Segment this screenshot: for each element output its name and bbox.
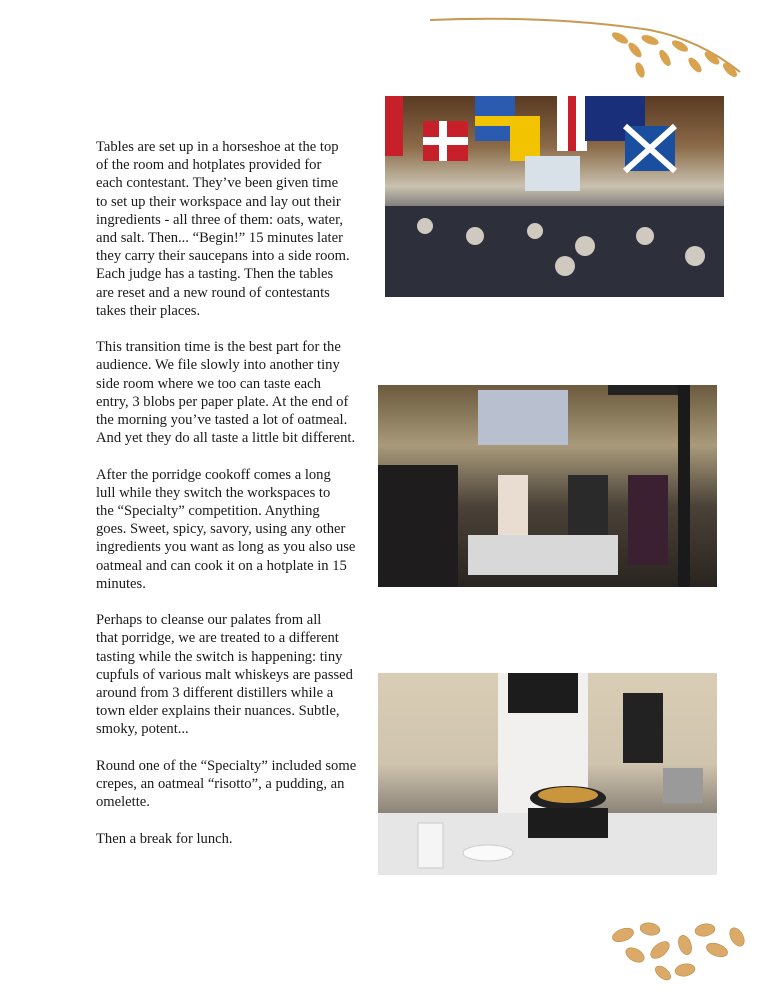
text-line: ingredients - all three of them: oats, water, [96, 211, 344, 228]
paragraph [96, 138, 376, 320]
paragraph [96, 830, 376, 848]
competition-illustration [378, 385, 717, 587]
photo-cooking-crepe [378, 673, 717, 875]
text-line: and salt. Then... “Begin!” 15 minutes later [96, 230, 343, 247]
paragraph [96, 466, 376, 593]
wheat-decoration-icon [430, 10, 750, 85]
text-line: town elder explains their nuances. Subtle, [96, 703, 340, 720]
text-line: that porridge, we are treated to a different [96, 630, 339, 647]
text-line: they carry their saucepans into a side room. [96, 248, 350, 265]
oats-decoration-icon [605, 915, 755, 985]
flags-illustration [385, 96, 724, 297]
text-line: Round one of the “Specialty” included some [96, 757, 357, 774]
text-line: lull while they switch the workspaces to [96, 484, 331, 501]
paragraph [96, 338, 376, 447]
text-line: crepes, an oatmeal “risotto”, a pudding, an [96, 776, 345, 793]
text-line: the “Specialty” competition. Anything [96, 503, 320, 520]
text-line: ingredients you want as long as you also use [96, 539, 356, 556]
text-line: takes their places. [96, 302, 201, 319]
text-line: Each judge has a tasting. Then the tables [96, 266, 334, 283]
text-line: Then a break for lunch. [96, 830, 233, 847]
text-line: each contestant. They’ve been given time [96, 175, 339, 192]
text-line: side room where we too can taste each [96, 375, 321, 392]
text-line: tasting while the switch is happening: tiny [96, 648, 343, 665]
text-line: to set up their workspace and lay out their [96, 193, 341, 210]
text-line: goes. Sweet, spicy, savory, using any other [96, 521, 346, 538]
text-line: the morning you’ve tasted a lot of oatmeal. [96, 412, 348, 429]
text-line: audience. We file slowly into another tiny [96, 357, 340, 374]
article-body [96, 138, 376, 866]
text-line: After the porridge cookoff comes a long [96, 466, 331, 483]
text-line: Tables are set up in a horseshoe at the top [96, 139, 339, 155]
text-line: omelette. [96, 794, 150, 811]
text-line: are reset and a new round of contestants [96, 284, 330, 301]
photo-specialty-competition [378, 385, 717, 587]
text-line: This transition time is the best part for the [96, 339, 341, 356]
text-line: Perhaps to cleanse our palates from all [96, 612, 322, 629]
text-line: minutes. [96, 575, 146, 592]
cooking-illustration [378, 673, 717, 875]
text-line: entry, 3 blobs per paper plate. At the end of [96, 393, 349, 410]
text-line: And yet they do all taste a little bit different. [96, 430, 356, 447]
paragraph [96, 757, 376, 812]
text-line: cupfuls of various malt whiskeys are passed [96, 666, 353, 683]
text-line: of the room and hotplates provided for [96, 157, 322, 174]
text-line: smoky, potent... [96, 721, 189, 738]
text-line: oatmeal and can cook it on a hotplate in 15 [96, 557, 347, 574]
paragraph [96, 611, 376, 738]
photo-hall-audience-flags [385, 96, 724, 297]
text-line: around from 3 different distillers while a [96, 685, 334, 702]
